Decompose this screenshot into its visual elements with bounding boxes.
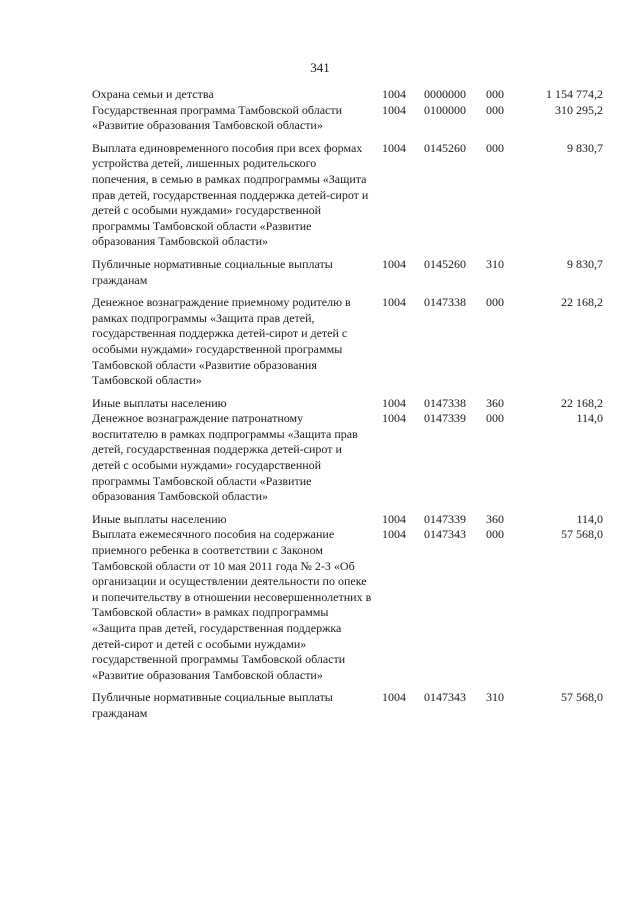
- row-sum: 22 168,2: [561, 295, 603, 310]
- row-target: 0145260: [424, 140, 466, 155]
- table-row: [92, 257, 612, 288]
- budget-table: [92, 87, 612, 729]
- row-target: 0000000: [424, 87, 466, 101]
- row-type: 310: [486, 256, 504, 271]
- row-section: 1004: [382, 102, 406, 117]
- row-sum: 1 154 774,2: [546, 87, 603, 101]
- row-type: 000: [486, 295, 504, 310]
- row-target: 0147338: [424, 295, 466, 310]
- row-sum: 9 830,7: [567, 140, 603, 155]
- row-name: Выплата ежемесячного пособия на содержание приемного ребенка в соответствии с Законом Тамбовской области от 10 мая 2011 года № 2-З «Об организации и осуществлении деятельности по опеке и попечительству в отношении несовершеннолетних в Тамбовской области» в рамках подпрограммы «Защита прав детей, государственная поддержка детей-сирот и детей с особыми нуждами» государственной программы Тамбовской области «Развитие образования Тамбовской области»: [92, 527, 372, 682]
- row-section: 1004: [382, 256, 406, 271]
- page-number: 341: [310, 60, 330, 75]
- row-name: Публичные нормативные социальные выплаты гражданам: [92, 690, 333, 720]
- row-sum: 57 568,0: [561, 690, 603, 705]
- row-name: Выплата единовременного пособия при всех формах устройства детей, лишенных родительского попечения, в семью в рамках подпрограммы «Защита прав детей, государственная поддержка детей-сирот и детей с особыми нуждами» государственной программы Тамбовской области «Развитие образования Тамбовской области»: [92, 140, 369, 249]
- table-row: [92, 512, 612, 528]
- row-section: 1004: [382, 411, 406, 426]
- row-target: 0147338: [424, 395, 466, 410]
- table-row: [92, 411, 612, 505]
- row-name: Иные выплаты населению: [92, 395, 227, 410]
- row-type: 310: [486, 690, 504, 705]
- row-name: Денежное вознаграждение патронатному воспитателю в рамках подпрограммы «Защита прав детей, государственная поддержка детей-сирот и детей с особыми нуждами» государственной программы Тамбовской области «Развитие образования Тамбовской области»: [92, 411, 358, 504]
- row-type: 000: [486, 140, 504, 155]
- row-type: 000: [486, 102, 504, 117]
- row-type: 360: [486, 395, 504, 410]
- table-row: [92, 396, 612, 412]
- row-target: 0145260: [424, 256, 466, 271]
- row-name: Государственная программа Тамбовской области «Развитие образования Тамбовской области»: [92, 102, 343, 133]
- row-name: Денежное вознаграждение приемному родителю в рамках подпрограммы «Защита прав детей, государственная поддержка детей-сирот и детей с особыми нуждами» государственной программы Тамбовской области «Развитие образования Тамбовской области»: [92, 295, 351, 388]
- row-type: 360: [486, 511, 504, 526]
- row-section: 1004: [382, 527, 406, 542]
- row-sum: 57 568,0: [561, 527, 603, 542]
- row-section: 1004: [382, 140, 406, 155]
- row-name: Иные выплаты населению: [92, 511, 227, 526]
- row-type: 000: [486, 411, 504, 426]
- row-section: 1004: [382, 295, 406, 310]
- table-row: [92, 103, 612, 134]
- table-row: [92, 527, 612, 683]
- table-row: [92, 690, 612, 721]
- row-sum: 9 830,7: [567, 256, 603, 271]
- row-section: 1004: [382, 511, 406, 526]
- table-row: [92, 295, 612, 389]
- row-sum: 114,0: [576, 511, 603, 526]
- table-row: [92, 141, 612, 250]
- row-target: 0147339: [424, 511, 466, 526]
- row-sum: 22 168,2: [561, 395, 603, 410]
- row-sum: 310 295,2: [555, 102, 603, 117]
- row-section: 1004: [382, 87, 406, 101]
- row-name: Публичные нормативные социальные выплаты гражданам: [92, 256, 333, 287]
- row-name: Охрана семьи и детства: [92, 87, 214, 101]
- row-section: 1004: [382, 395, 406, 410]
- row-type: 000: [486, 527, 504, 542]
- row-target: 0147339: [424, 411, 466, 426]
- row-target: 0147343: [424, 690, 466, 705]
- row-section: 1004: [382, 690, 406, 705]
- row-sum: 114,0: [576, 411, 603, 426]
- table-row: [92, 87, 612, 103]
- row-type: 000: [486, 87, 504, 101]
- row-target: 0100000: [424, 102, 466, 117]
- row-target: 0147343: [424, 527, 466, 542]
